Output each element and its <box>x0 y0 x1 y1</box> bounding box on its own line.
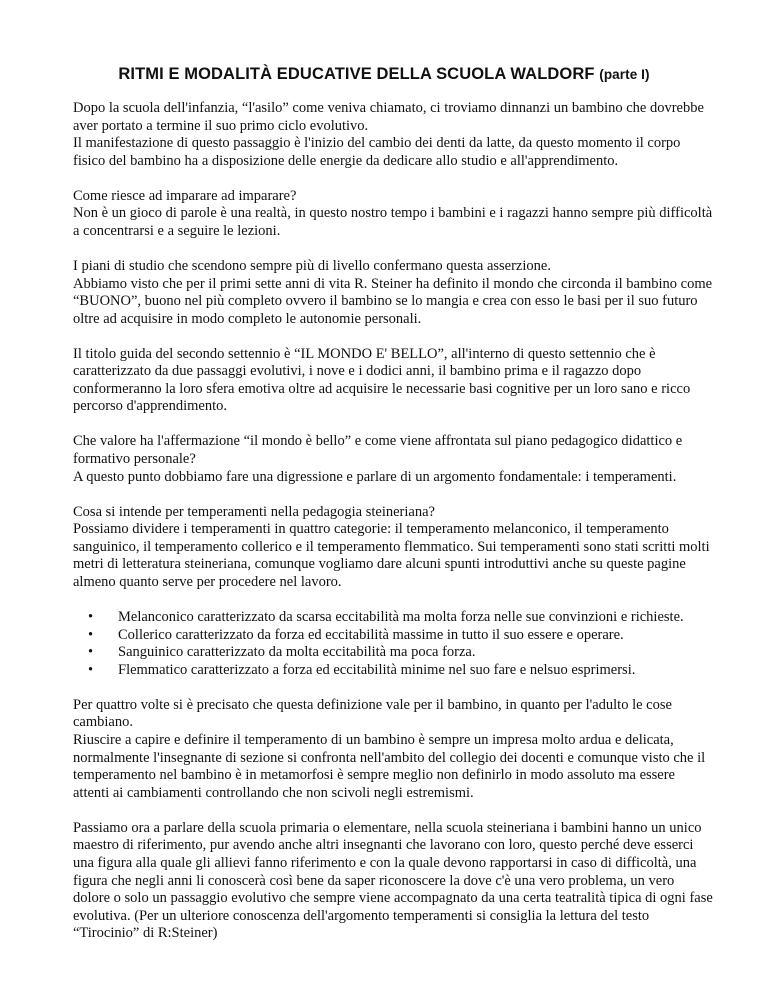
paragraph-question <box>73 188 713 241</box>
text-line: Cosa si intende per temperamenti nella pedagogia steineriana? <box>73 503 435 520</box>
list-item-text: Sanguinico caratterizzato da molta eccitabilità ma poca forza. <box>118 644 476 661</box>
bullet-icon: • <box>88 661 94 678</box>
text-line: Abbiamo visto che per il primi sette anni di vita R. Steiner ha definito il mondo che circonda il bambino come “BUONO”, buono nel più completo ovvero il bambino se lo mangia e crea con esso le basi per il suo futuro oltre ad acquisire in modo completo le autonomie personali. <box>73 275 713 327</box>
list-item <box>88 626 713 645</box>
list-item-text: Collerico caratterizzato da forza ed eccitabilità massime in tutto il suo essere e operare. <box>118 626 624 643</box>
paragraph-temperaments <box>73 504 713 592</box>
text-line: Riuscire a capire e definire il temperamento di un bambino è sempre un impresa molto ardua e delicata, normalmente l'insegnante di sezione si confronta nell'ambito del collegio dei docenti e comunque visto che il temperamento nel bambino è in metamorfosi è sempre meglio non definirlo in modo assoluto ma essere attenti ai cambiamenti controllando che non scivoli negli estremismi. <box>73 731 706 801</box>
text-line: Come riesce ad imparare ad imparare? <box>73 187 297 204</box>
list-item <box>88 661 713 680</box>
paragraph-study-plans <box>73 258 713 328</box>
list-item-text: Flemmatico caratterizzato a forza ed eccitabilità minime nel suo fare e nelsuo esprimersi. <box>118 661 636 678</box>
text-line: Il titolo guida del secondo settennio è “IL MONDO E' BELLO”, all'interno di questo settennio che è caratterizzato da due passaggi evolutivi, i nove e i dodici anni, il bambino prima e il ragazzo dopo conformeranno la loro sfera emotiva oltre ad acquisire le necessarie basi cognitive per un loro sano e ricco percorso d'apprendimento. <box>73 345 691 415</box>
text-line: Il manifestazione di questo passaggio è l'inizio del cambio dei denti da latte, da questo momento il corpo fisico del bambino ha a disposizione delle energie da dedicare allo studio e all'apprendimento. <box>73 135 681 169</box>
paragraph-adult-note <box>73 697 713 803</box>
text-line: Passiamo ora a parlare della scuola primaria o elementare, nella scuola steineriana i bambini hanno un unico maestro di riferimento, pur avendo anche altri insegnanti che lavorano con loro, questo perché deve esserci una figura alla quale gli allievi fanno riferimento e con la quale devono rapportarsi in caso di difficoltà, una figura che negli anni li conoscerà così bene da saper riconoscere la dove c'è una vero problema, un vero dolore o solo un passaggio evolutivo che sempre viene accompagnato da una certa teatralità tipica di ogni fase evolutiva. (Per un ulteriore conoscenza dell'argomento temperamenti si consiglia la lettura del testo “Tirocinio” di R:Steiner) <box>73 819 713 942</box>
paragraph-second-septennium <box>73 346 713 416</box>
list-item-text: Melanconico caratterizzato da scarsa eccitabilità ma molta forza nelle sue convinzioni e richieste. <box>118 609 684 625</box>
bullet-icon: • <box>88 626 94 643</box>
title-main: RITMI E MODALITÀ EDUCATIVE DELLA SCUOLA WALDORF <box>118 65 595 83</box>
title-part-label: (parte I) <box>599 67 650 82</box>
paragraph-primary-school <box>73 820 713 943</box>
page-title <box>0 65 768 84</box>
text-line: I piani di studio che scendono sempre più di livello confermano questa asserzione. <box>73 257 551 274</box>
document-body <box>73 100 713 960</box>
text-line: Che valore ha l'affermazione “il mondo è bello” e come viene affrontata sul piano pedagogico didattico e formativo personale? <box>73 433 683 468</box>
paragraph-intro <box>73 100 713 170</box>
text-line: A questo punto dobbiamo fare una digressione e parlare di un argomento fondamentale: i temperamenti. <box>73 468 677 485</box>
bullet-icon: • <box>88 644 94 661</box>
text-line: Non è un gioco di parole è una realtà, in questo nostro tempo i bambini e i ragazzi hanno sempre più difficoltà a concentrarsi e a seguire le lezioni. <box>73 205 713 239</box>
text-line: Possiamo dividere i temperamenti in quattro categorie: il temperamento melanconico, il temperamento sanguinico, il temperamento collerico e il temperamento flemmatico. Sui temperamenti sono stati scritti molti metri di letteratura steineriana, comunque vogliamo dare alcuni spunti introduttivi anche su queste pagine almeno quanto serve per procedere nel lavoro. <box>73 521 710 591</box>
temperaments-list <box>73 609 713 679</box>
text-line: Per quattro volte si è precisato che questa definizione vale per il bambino, in quanto per l'adulto le cose cambiano. <box>73 696 672 731</box>
text-line: Dopo la scuola dell'infanzia, “l'asilo” come veniva chiamato, ci troviamo dinnanzi un bambino che dovrebbe aver portato a termine il suo primo ciclo evolutivo. <box>73 100 704 134</box>
list-item <box>88 609 713 627</box>
paragraph-world-beautiful <box>73 433 713 486</box>
list-item <box>88 644 713 662</box>
bullet-icon: • <box>88 609 94 625</box>
